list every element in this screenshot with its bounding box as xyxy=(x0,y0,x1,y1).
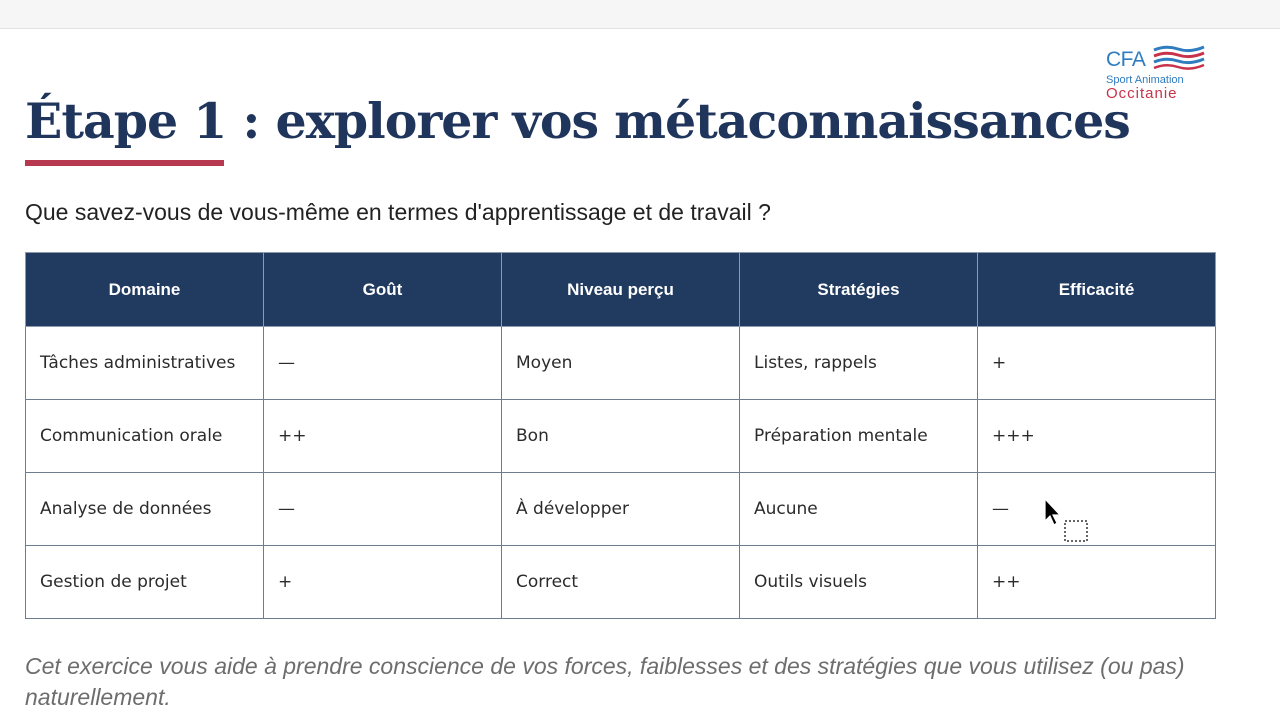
table-cell: Listes, rappels xyxy=(740,327,978,400)
table-cell: — xyxy=(264,473,502,546)
table-cell: — xyxy=(264,327,502,400)
table-cell: ++ xyxy=(978,546,1216,619)
table-header-row xyxy=(26,253,1216,327)
header-niveau-percu: Niveau perçu xyxy=(502,253,740,327)
table-cell: Correct xyxy=(502,546,740,619)
page-subtitle: Que savez-vous de vous-même en termes d'apprentissage et de travail ? xyxy=(25,199,771,225)
header-gout: Goût xyxy=(264,253,502,327)
logo-waves-icon xyxy=(1152,44,1206,72)
table-cell: Analyse de données xyxy=(26,473,264,546)
title-underline xyxy=(25,160,224,166)
table-row xyxy=(26,473,1216,546)
browser-top-bar xyxy=(0,0,1280,29)
page-title: Étape 1 : explorer vos métaconnaissances xyxy=(25,92,1130,150)
header-domaine: Domaine xyxy=(26,253,264,327)
table-cell: Aucune xyxy=(740,473,978,546)
header-efficacite: Efficacité xyxy=(978,253,1216,327)
table-row xyxy=(26,327,1216,400)
table-cell: ++ xyxy=(264,400,502,473)
logo-text: CFA xyxy=(1106,48,1146,71)
table-cell: — xyxy=(978,473,1216,546)
table-cell: Bon xyxy=(502,400,740,473)
logo-subtitle: Sport Animation xyxy=(1106,74,1184,86)
table-cell: Tâches administratives xyxy=(26,327,264,400)
header-strategies: Stratégies xyxy=(740,253,978,327)
table-cell: Moyen xyxy=(502,327,740,400)
table-row xyxy=(26,400,1216,473)
table-cell: + xyxy=(978,327,1216,400)
table-cell: Préparation mentale xyxy=(740,400,978,473)
table-row xyxy=(26,546,1216,619)
footer-note: Cet exercice vous aide à prendre conscience de vos forces, faiblesses et des stratégies que vous utilisez (ou pas) naturellement. xyxy=(25,653,1185,710)
table-cell: + xyxy=(264,546,502,619)
mouse-pointer-icon xyxy=(1043,497,1091,545)
table-cell: +++ xyxy=(978,400,1216,473)
table-cell: Gestion de projet xyxy=(26,546,264,619)
logo-region: Occitanie xyxy=(1106,85,1178,102)
table-cell: Outils visuels xyxy=(740,546,978,619)
table-cell: Communication orale xyxy=(26,400,264,473)
metaknowledge-table xyxy=(25,252,1216,619)
table-cell: À développer xyxy=(502,473,740,546)
